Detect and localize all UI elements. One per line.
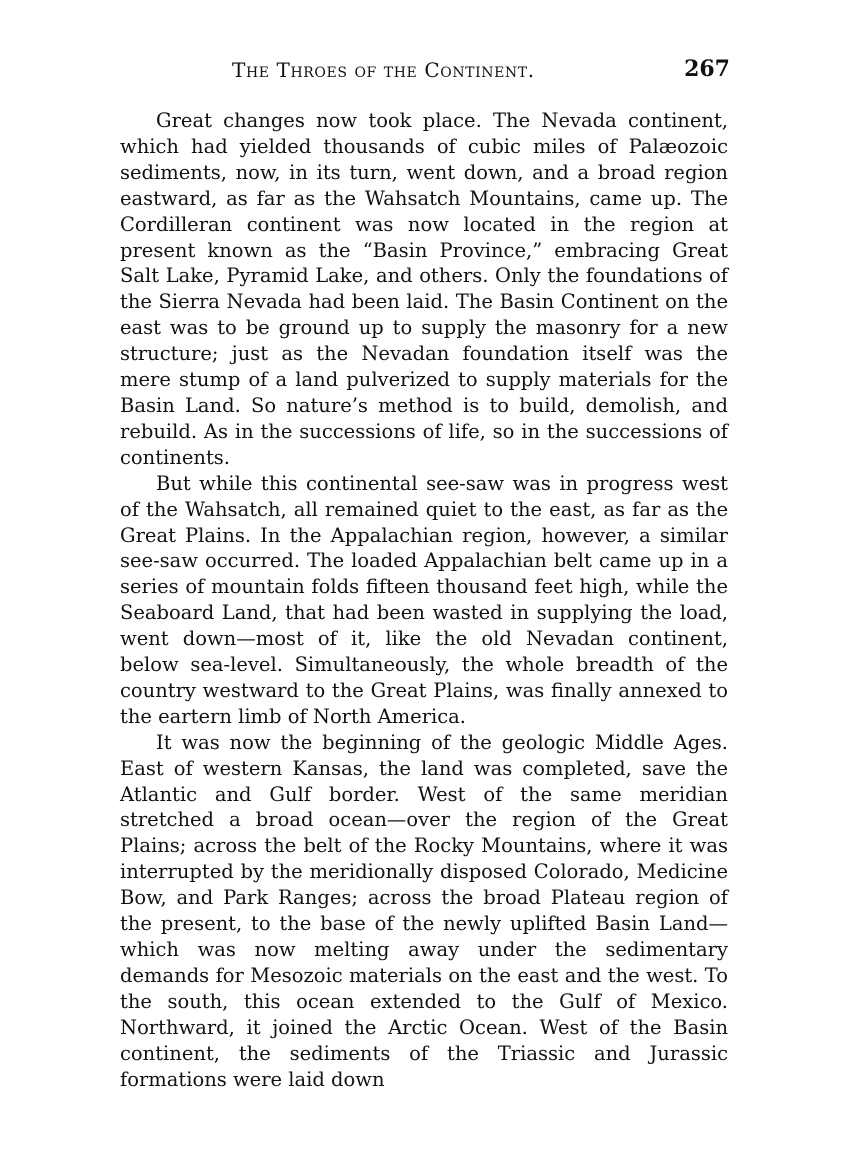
running-head	[120, 58, 730, 92]
running-title: The Throes of the Continent.	[232, 58, 535, 82]
paragraph: Great changes now took place. The Nevada continent, which had yielded thousands of cubic miles of Palæozoic sediments, now, in its turn, went down, and a broad region eastward, as far as the Wahsatch Mountains, came up. The Cordilleran continent was now located in the region at present known as the “Basin Province,” embracing Great Salt Lake, Pyramid Lake, and others. Only the foundations of the Sierra Nevada had been laid. The Basin Continent on the east was to be ground up to supply the masonry for a new structure; just as the Nevadan foundation itself was the mere stump of a land pulverized to supply materials for the Basin Land. So nature’s method is to build, demolish, and rebuild. As in the successions of life, so in the successions of continents.	[120, 109, 728, 469]
paragraph: But while this continental see-saw was in progress west of the Wahsatch, all remained quiet to the east, as far as the Great Plains. In the Appalachian region, however, a similar see-saw occurred. The loaded Appalachian belt came up in a series of mountain folds fifteen thousand feet high, while the Seaboard Land, that had been wasted in supplying the load, went down—most of it, like the old Nevadan continent, below sea-level. Simultaneously, the whole breadth of the country westward to the Great Plains, was finally annexed to the eartern limb of North America.	[120, 471, 728, 728]
paragraph: It was now the beginning of the geologic Middle Ages. East of western Kansas, the land was completed, save the Atlantic and Gulf border. West of the same meridian stretched a broad ocean—over the region of the Great Plains; across the belt of the Rocky Mountains, where it was interrupted by the meridionally disposed Colorado, Medicine Bow, and Park Ranges; across the broad Plateau region of the present, to the base of the newly uplifted Basin Land—which was now melting away under the sedimentary demands for Mesozoic materials on the east and the west. To the south, this ocean extended to the Gulf of Mexico. Northward, it joined the Arctic Ocean. West of the Basin continent, the sediments of the Triassic and Jurassic formations were laid down	[120, 730, 728, 1091]
page-number: 267	[684, 56, 730, 82]
body-text	[120, 108, 728, 1092]
